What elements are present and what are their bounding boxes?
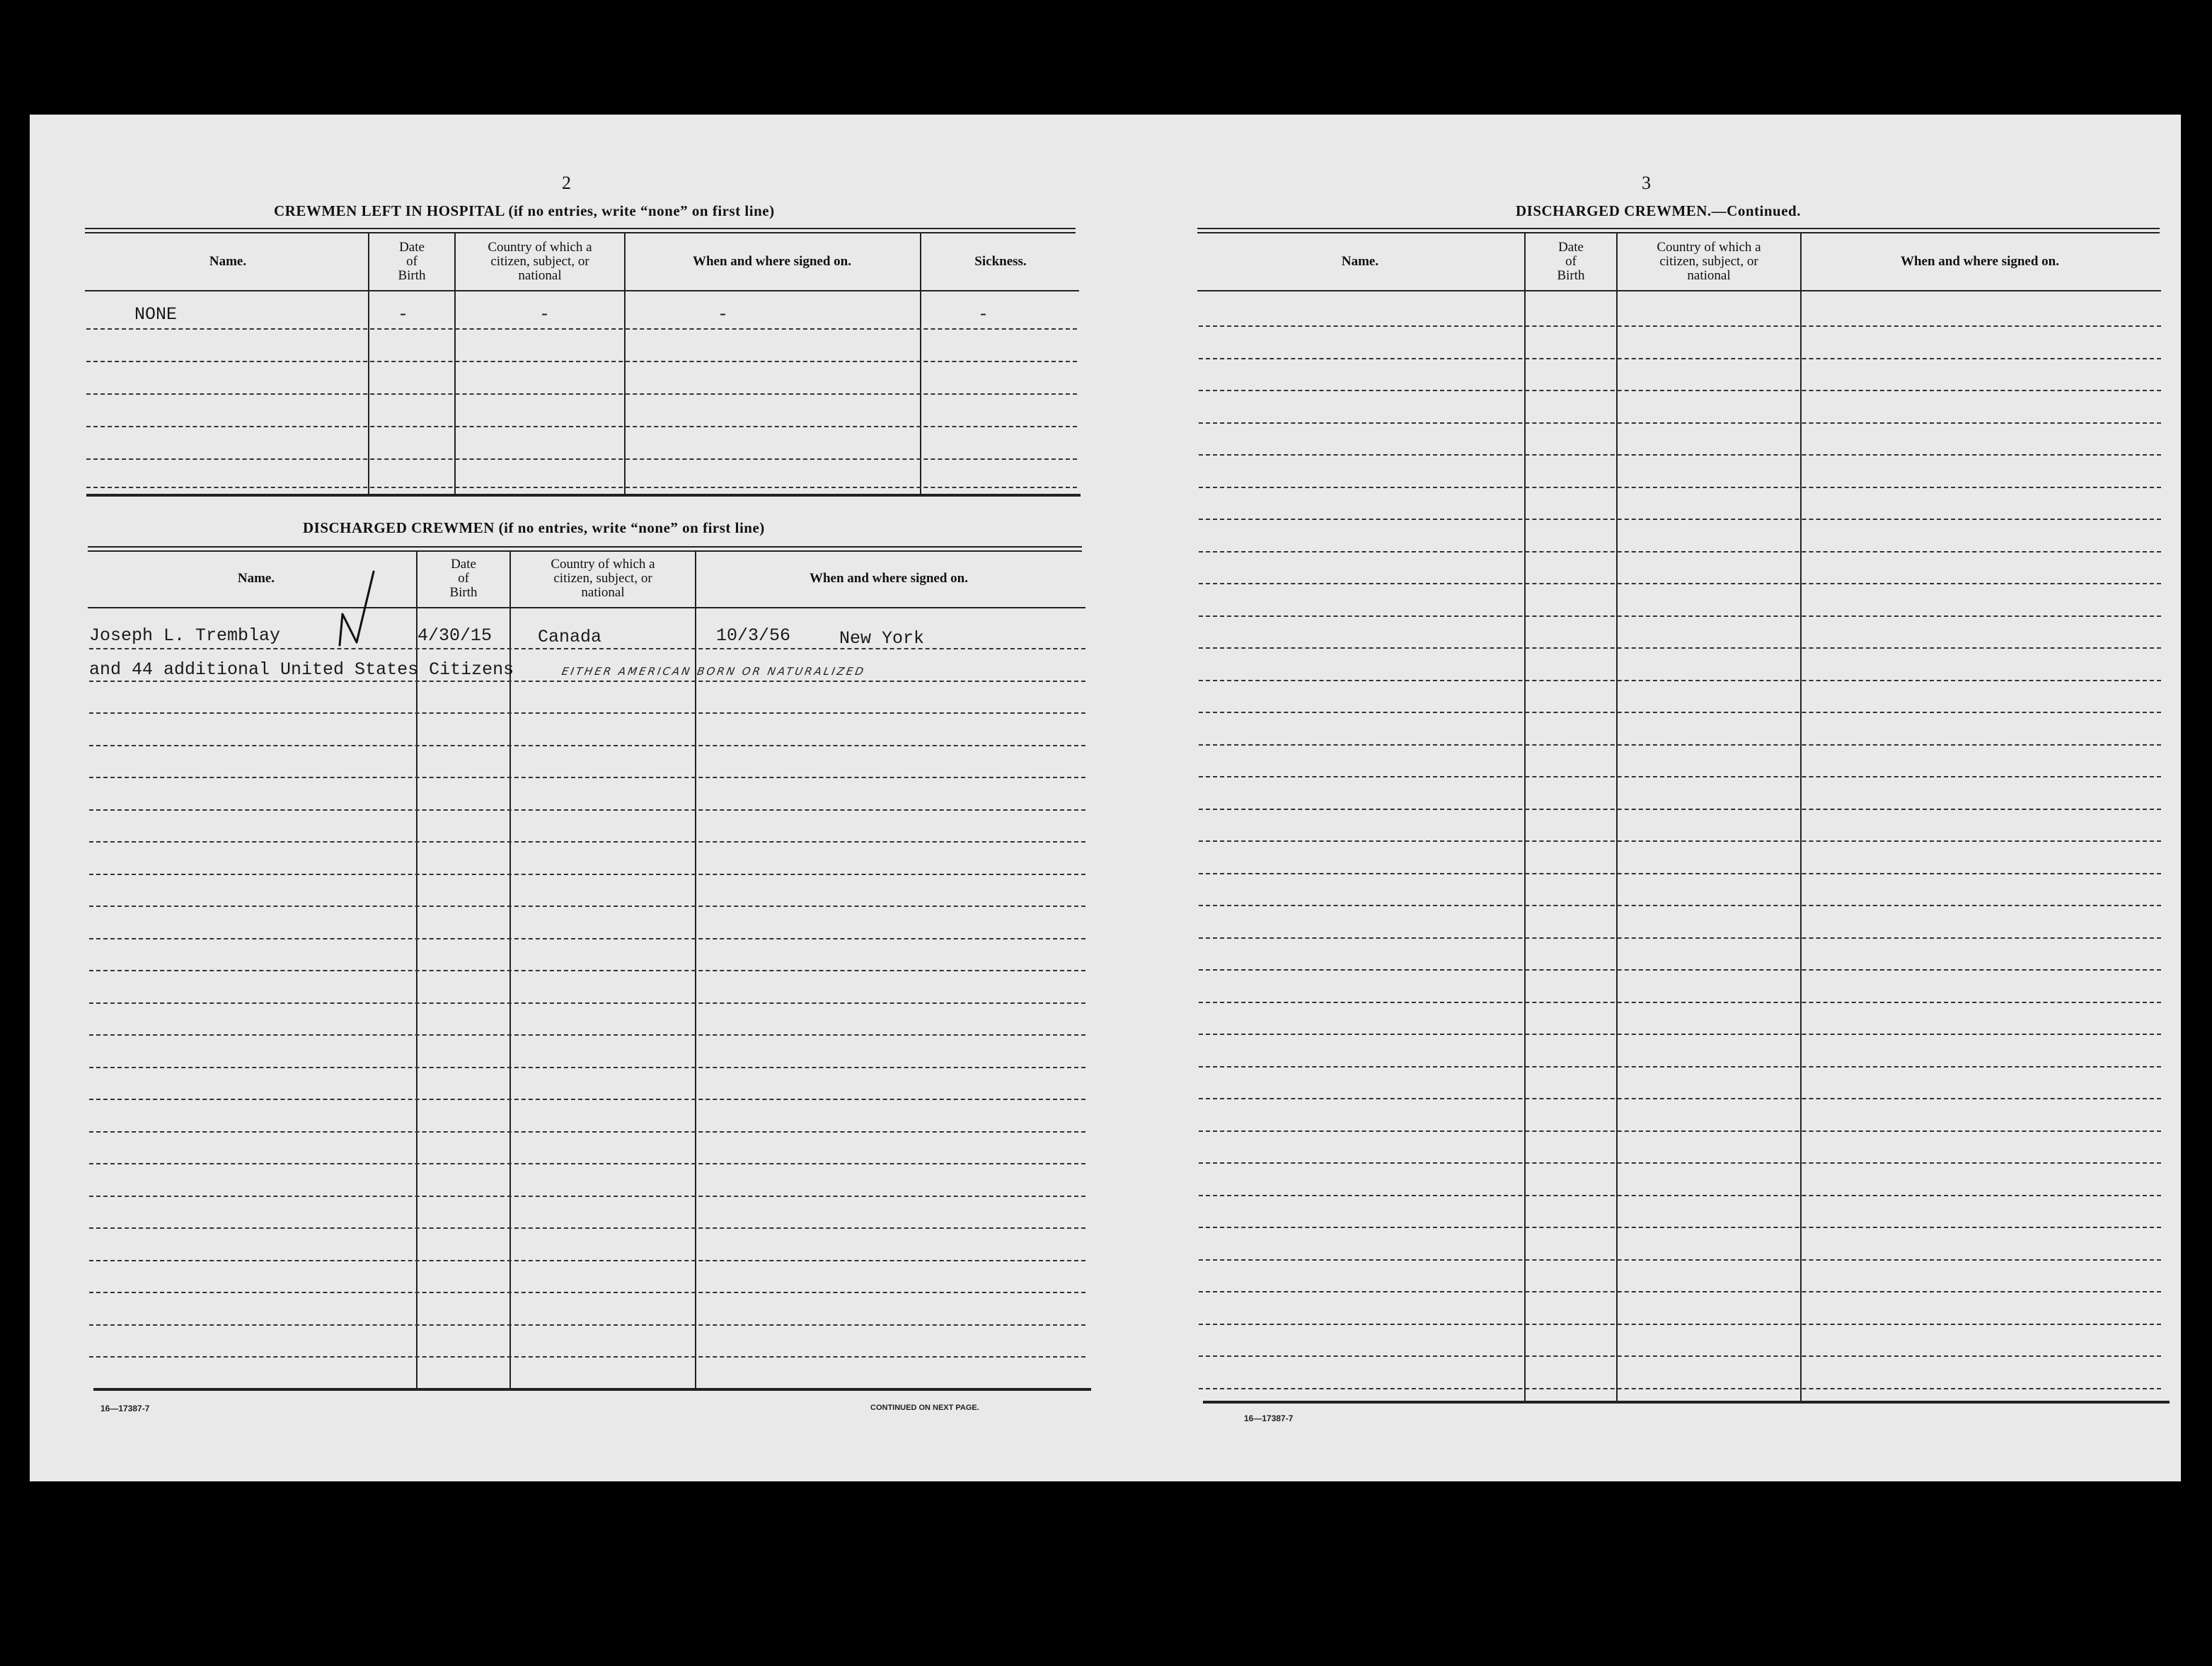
row-rule-line: [89, 874, 1085, 875]
row-rule-line: [1199, 937, 2161, 939]
hospital-row-dob: -: [398, 304, 409, 325]
row-rule-line: [1199, 1324, 2161, 1325]
hospital-section-title: CREWMEN LEFT IN HOSPITAL (if no entries, write “none” on first line): [274, 202, 775, 219]
column-header-dob: Date of Birth: [449, 557, 478, 600]
row-rule-line: [1199, 680, 2161, 681]
row-rule-line: [1199, 1098, 2161, 1099]
column-header-sickness: Sickness.: [974, 254, 1027, 269]
crewman-country: Canada: [538, 627, 602, 647]
page-number: 3: [1642, 173, 1651, 193]
row-rule-line: [89, 712, 1085, 714]
row-rule-line: [89, 1131, 1085, 1133]
column-header-dob: Date of Birth: [398, 240, 426, 283]
row-rule-line: [1199, 1066, 2161, 1068]
row-rule-line: [1199, 905, 2161, 906]
crewman-signed-place: New York: [839, 628, 925, 649]
row-rule-line: [89, 906, 1085, 907]
row-rule-line: [1199, 1291, 2161, 1292]
column-header-name: Name.: [237, 571, 275, 586]
row-rule-line: [1199, 744, 2161, 746]
left-page: [30, 115, 1119, 1481]
crewman-signed-date: 10/3/56: [716, 625, 791, 646]
row-rule-line: [1199, 487, 2161, 488]
column-header-signed: When and where signed on.: [692, 254, 851, 269]
row-rule-line: [89, 1292, 1085, 1293]
row-rule-line: [1199, 1195, 2161, 1196]
row-rule-line: [1199, 969, 2161, 971]
hospital-row-signed: -: [718, 304, 729, 325]
column-header-country: Country of which a citizen, subject, or national: [551, 557, 655, 600]
handwritten-check-mark: [306, 569, 376, 654]
page-number: 2: [562, 173, 571, 193]
row-rule-line: [1199, 712, 2161, 713]
row-rule-line: [1199, 647, 2161, 649]
row-rule-line: [89, 1002, 1085, 1004]
crewman-dob: 4/30/15: [417, 625, 492, 646]
column-header-dob: Date of Birth: [1557, 240, 1585, 283]
row-rule-line: [1199, 1259, 2161, 1261]
row-rule-line: [1199, 1355, 2161, 1357]
row-rule-line: [89, 1324, 1085, 1326]
column-header-country: Country of which a citizen, subject, or national: [488, 240, 592, 283]
column-header-name: Name.: [1341, 254, 1379, 269]
row-rule-line: [1199, 1388, 2161, 1389]
form-number: 16—17387-7: [1244, 1413, 1294, 1423]
row-rule-line: [89, 777, 1085, 778]
row-rule-line: [1199, 1162, 2161, 1164]
row-rule-line: [1199, 390, 2161, 391]
row-rule-line: [89, 745, 1085, 746]
row-rule-line: [89, 1034, 1085, 1036]
column-header-signed: When and where signed on.: [1900, 254, 2059, 269]
row-rule-line: [1199, 615, 2161, 617]
discharged-section-title: DISCHARGED CREWMEN (if no entries, write “none” on first line): [303, 519, 765, 536]
hospital-row-sickness: -: [978, 304, 989, 325]
row-rule-line: [89, 1163, 1085, 1164]
row-rule-line: [1199, 840, 2161, 842]
column-header-name: Name.: [209, 254, 247, 269]
row-rule-line: [1199, 551, 2161, 553]
row-rule-line: [1199, 1034, 2161, 1035]
row-rule-line: [1199, 1002, 2161, 1003]
row-rule-line: [89, 970, 1085, 971]
row-rule-line: [89, 841, 1085, 843]
row-rule-line: [89, 681, 1085, 682]
hospital-row-name: NONE: [134, 304, 178, 325]
additional-crew-note: and 44 additional United States Citizens: [89, 659, 514, 680]
row-rule-line: [1199, 358, 2161, 359]
row-rule-line: [89, 1356, 1085, 1358]
continued-note: CONTINUED ON NEXT PAGE.: [870, 1404, 979, 1412]
row-rule-line: [89, 1099, 1085, 1100]
handwritten-citizenship-note: EITHER AMERICAN BORN OR NATURALIZED: [560, 665, 867, 678]
right-section-title: DISCHARGED CREWMEN.—Continued.: [1516, 202, 1801, 219]
row-rule-line: [1199, 519, 2161, 520]
row-rule-line: [89, 1260, 1085, 1261]
row-rule-line: [1199, 422, 2161, 424]
row-rule-line: [89, 1227, 1085, 1229]
document-sheet: [30, 115, 2181, 1481]
row-rule-line: [89, 938, 1085, 939]
row-rule-line: [1199, 809, 2161, 810]
row-rule-line: [1199, 325, 2161, 327]
right-page: [1119, 115, 2181, 1481]
row-rule-line: [1199, 873, 2161, 874]
row-rule-line: [1199, 776, 2161, 777]
row-rule-line: [1199, 583, 2161, 584]
row-rule-line: [89, 1067, 1085, 1068]
column-header-country: Country of which a citizen, subject, or national: [1657, 240, 1761, 283]
row-rule-line: [1199, 1227, 2161, 1228]
row-rule-line: [89, 809, 1085, 811]
crewman-name: Joseph L. Tremblay: [89, 625, 281, 646]
row-rule-line: [89, 1196, 1085, 1197]
form-number: 16—17387-7: [100, 1404, 150, 1413]
row-rule-line: [89, 648, 1085, 649]
row-rule-line: [1199, 454, 2161, 456]
hospital-row-country: -: [539, 304, 551, 325]
column-header-signed: When and where signed on.: [809, 571, 968, 586]
row-rule-line: [1199, 1130, 2161, 1132]
